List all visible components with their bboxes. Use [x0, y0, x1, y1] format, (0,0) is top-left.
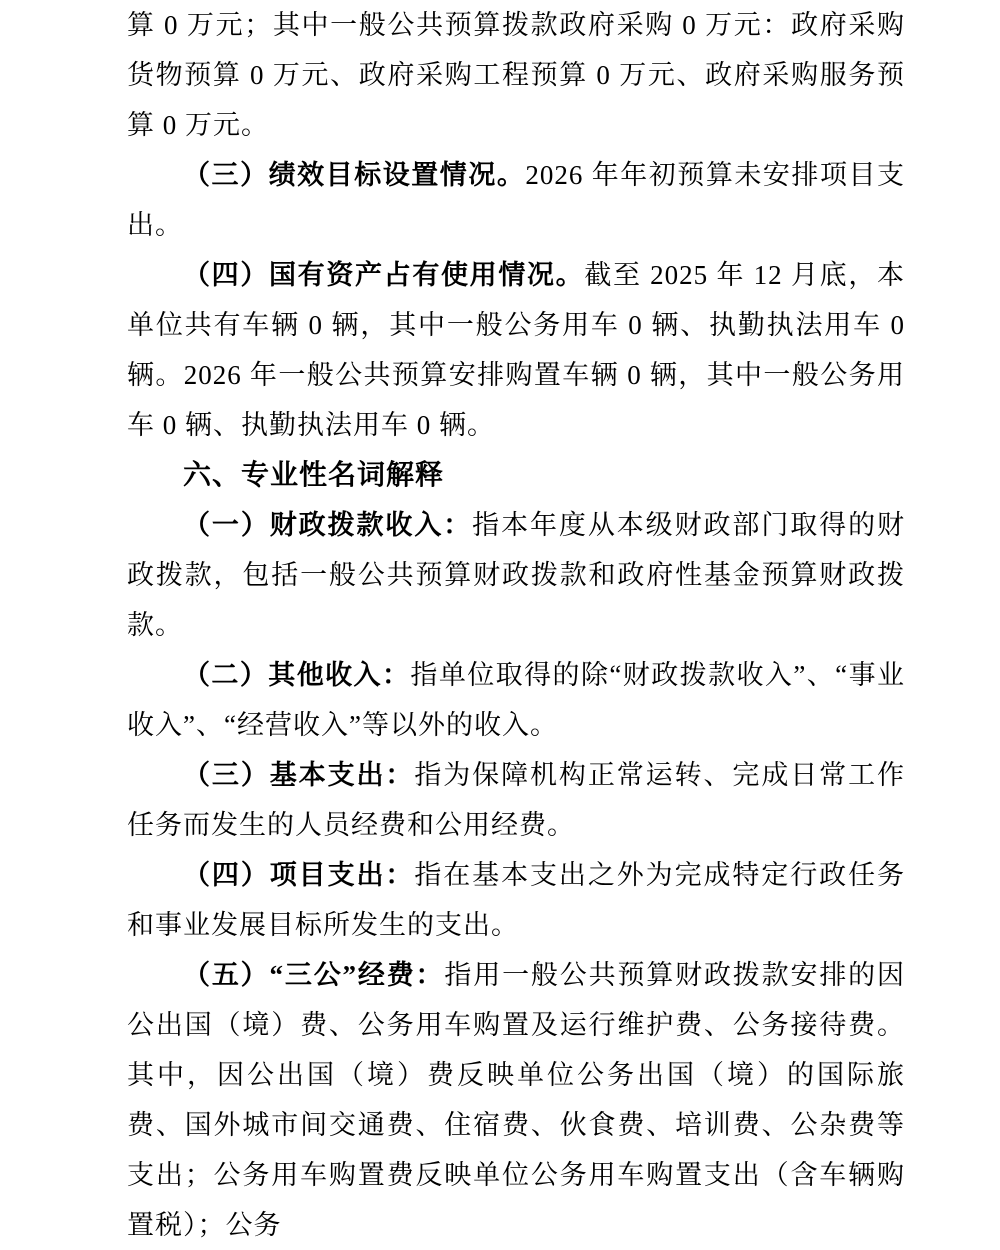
term-label: （五）“三公”经费： [183, 960, 445, 990]
term-label: （二）其他收入： [183, 660, 411, 690]
document-page [127, 0, 905, 1250]
paragraph-term-basic-expenditure [127, 750, 905, 850]
term-label: （一）财政拨款收入： [183, 510, 473, 540]
term-definition: 指在基本支出之外为完成特定行政任务和事业发展目标所发生的支出。 [127, 860, 906, 940]
paragraph-text: 算 0 万元；其中一般公共预算拨款政府采购 0 万元：政府采购货物预算 0 万元、政府采购工程预算 0 万元、政府采购服务预算 0 万元。 [127, 10, 905, 140]
term-label: （三）基本支出： [183, 760, 415, 790]
paragraph-term-three-public-funds [127, 950, 905, 1250]
paragraph-term-fiscal-appropriation-income [127, 500, 905, 650]
term-definition: 指用一般公共预算财政拨款安排的因公出国（境）费、公务用车购置及运行维护费、公务接待费。其中，因公出国（境）费反映单位公务出国（境）的国际旅费、国外城市间交通费、住宿费、伙食费、培训费、公杂费等支出；公务用车购置费反映单位公务用车购置支出（含车辆购置税）；公务 [127, 960, 906, 1240]
term-definition: 指单位取得的除“财政拨款收入”、“事业收入”、“经营收入”等以外的收入。 [127, 660, 906, 740]
paragraph-term-project-expenditure [127, 850, 905, 950]
section-heading [127, 450, 905, 500]
paragraph-procurement-continuation [127, 0, 905, 150]
section-heading-text: 六、专业性名词解释 [183, 459, 445, 490]
term-label: （四）项目支出： [183, 860, 415, 890]
item-text: 2026 年年初预算未安排项目支出。 [127, 160, 906, 240]
paragraph-item-3-performance-targets [127, 150, 905, 250]
term-definition: 指为保障机构正常运转、完成日常工作任务而发生的人员经费和公用经费。 [127, 760, 906, 840]
term-definition: 指本年度从本级财政部门取得的财政拨款，包括一般公共预算财政拨款和政府性基金预算财政拨款。 [127, 510, 906, 640]
paragraph-term-other-income [127, 650, 905, 750]
paragraph-item-4-state-owned-assets [127, 250, 905, 450]
item-label: （三）绩效目标设置情况。 [183, 160, 526, 190]
item-label: （四）国有资产占有使用情况。 [183, 260, 585, 290]
item-text: 截至 2025 年 12 月底，本单位共有车辆 0 辆，其中一般公务用车 0 辆、执勤执法用车 0 辆。2026 年一般公共预算安排购置车辆 0 辆，其中一般公务用车 0 辆、执勤执法用车 0 辆。 [127, 260, 906, 440]
